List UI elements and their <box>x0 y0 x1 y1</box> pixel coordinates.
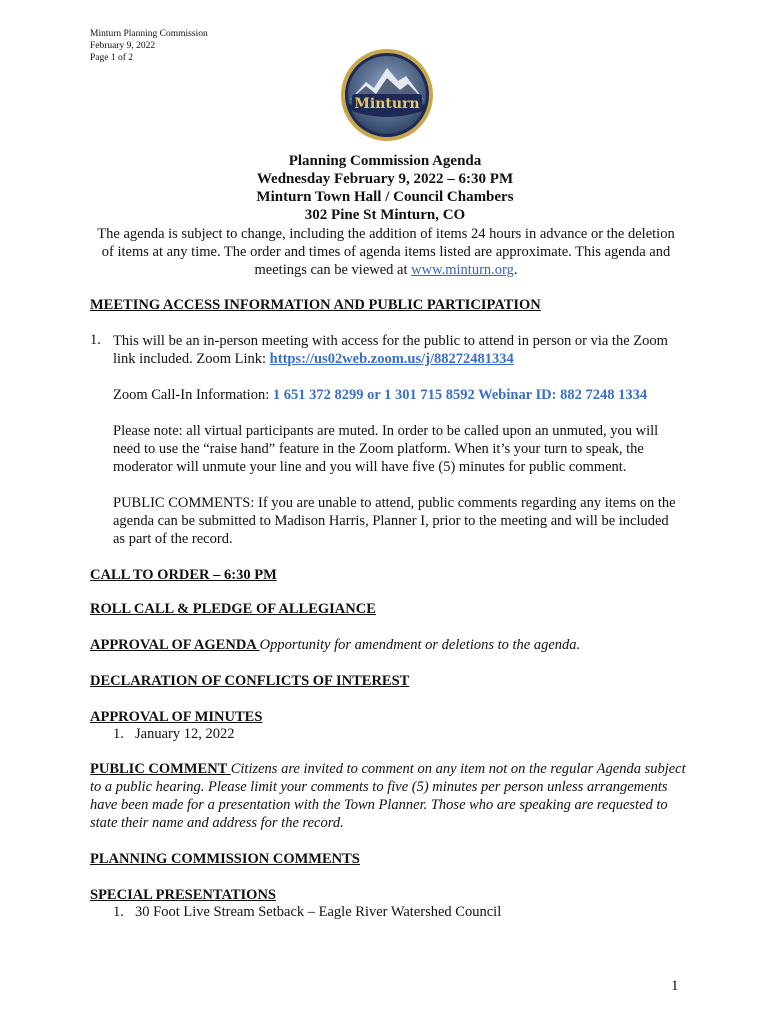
special-item: 30 Foot Live Stream Setback – Eagle River Watershed Council <box>135 904 502 920</box>
header-org: Minturn Planning Commission <box>90 29 208 39</box>
approval-agenda-note: Opportunity for amendment or deletions to the agenda. <box>259 637 581 653</box>
access-heading: MEETING ACCESS INFORMATION AND PUBLIC PARTICIPATION <box>90 297 541 313</box>
access-item-text <box>113 332 683 368</box>
zoom-link[interactable]: https://us02web.zoom.us/j/88272481334 <box>269 351 514 367</box>
intro-period: . <box>513 262 518 278</box>
header-date: February 9, 2022 <box>90 41 156 51</box>
access-item-body: This will be an in-person meeting with access for the public to attend in person or via the Zoom link included. Zoom Link: <box>113 333 668 367</box>
callin-label: Zoom Call-In Information: <box>113 387 273 403</box>
agenda-intro <box>90 225 682 279</box>
roll-call-heading: ROLL CALL & PLEDGE OF ALLEGIANCE <box>90 601 376 617</box>
special-item-number: 1. <box>113 904 124 920</box>
special-presentations-heading: SPECIAL PRESENTATIONS <box>90 887 277 903</box>
conflicts-heading: DECLARATION OF CONFLICTS OF INTEREST <box>90 673 410 689</box>
zoom-callin <box>113 386 683 404</box>
call-to-order-heading: CALL TO ORDER – 6:30 PM <box>90 567 277 583</box>
minturn-logo <box>340 48 434 142</box>
header-page: Page 1 of 2 <box>90 53 134 63</box>
agenda-title: Planning Commission Agenda <box>288 153 482 169</box>
virtual-note: Please note: all virtual participants are muted. In order to be called upon an unmuted, you will need to use the “raise hand” feature in the Zoom platform. When it’s your turn to speak, the moderator will unmute your line and you will have five (5) minutes for public comment. <box>113 423 659 475</box>
public-comment <box>90 760 690 832</box>
agenda-address: 302 Pine St Minturn, CO <box>304 207 466 223</box>
pc-comments-heading: PLANNING COMMISSION COMMENTS <box>90 851 360 867</box>
logo-text: Minturn <box>354 96 420 112</box>
minutes-item-number: 1. <box>113 726 124 742</box>
minturn-website-link[interactable]: www.minturn.org <box>411 262 514 278</box>
intro-text: The agenda is subject to change, including the addition of items 24 hours in advance or the deletion of items at any time. The order and times of agenda items listed are approximate. This agenda and meetings can be viewed at <box>97 226 675 278</box>
agenda-title-block <box>0 152 770 224</box>
page-number: 1 <box>671 978 679 994</box>
callin-value: 1 651 372 8299 or 1 301 715 8592 Webinar ID: 882 7248 1334 <box>272 387 648 403</box>
approval-agenda <box>90 636 690 654</box>
minutes-item: January 12, 2022 <box>135 726 235 742</box>
public-comments-note: PUBLIC COMMENTS: If you are unable to attend, public comments regarding any items on the agenda can be submitted to Madison Harris, Planner I, prior to the meeting and will be included as part of the record. <box>113 495 676 547</box>
approval-agenda-heading: APPROVAL OF AGENDA <box>90 637 260 653</box>
agenda-location: Minturn Town Hall / Council Chambers <box>256 189 514 205</box>
minutes-heading: APPROVAL OF MINUTES <box>90 709 263 725</box>
public-comment-heading: PUBLIC COMMENT <box>90 761 231 777</box>
agenda-date-time: Wednesday February 9, 2022 – 6:30 PM <box>256 171 514 187</box>
access-item-number: 1. <box>90 332 101 348</box>
document-header <box>90 28 208 64</box>
public-comment-note: Citizens are invited to comment on any item not on the regular Agenda subject to a public hearing. Please limit your comments to five (5) minutes per person unless arrangements have been made for a presentation with the Town Planner. Those who are speaking are requested to state their name and address for the record. <box>90 761 686 831</box>
